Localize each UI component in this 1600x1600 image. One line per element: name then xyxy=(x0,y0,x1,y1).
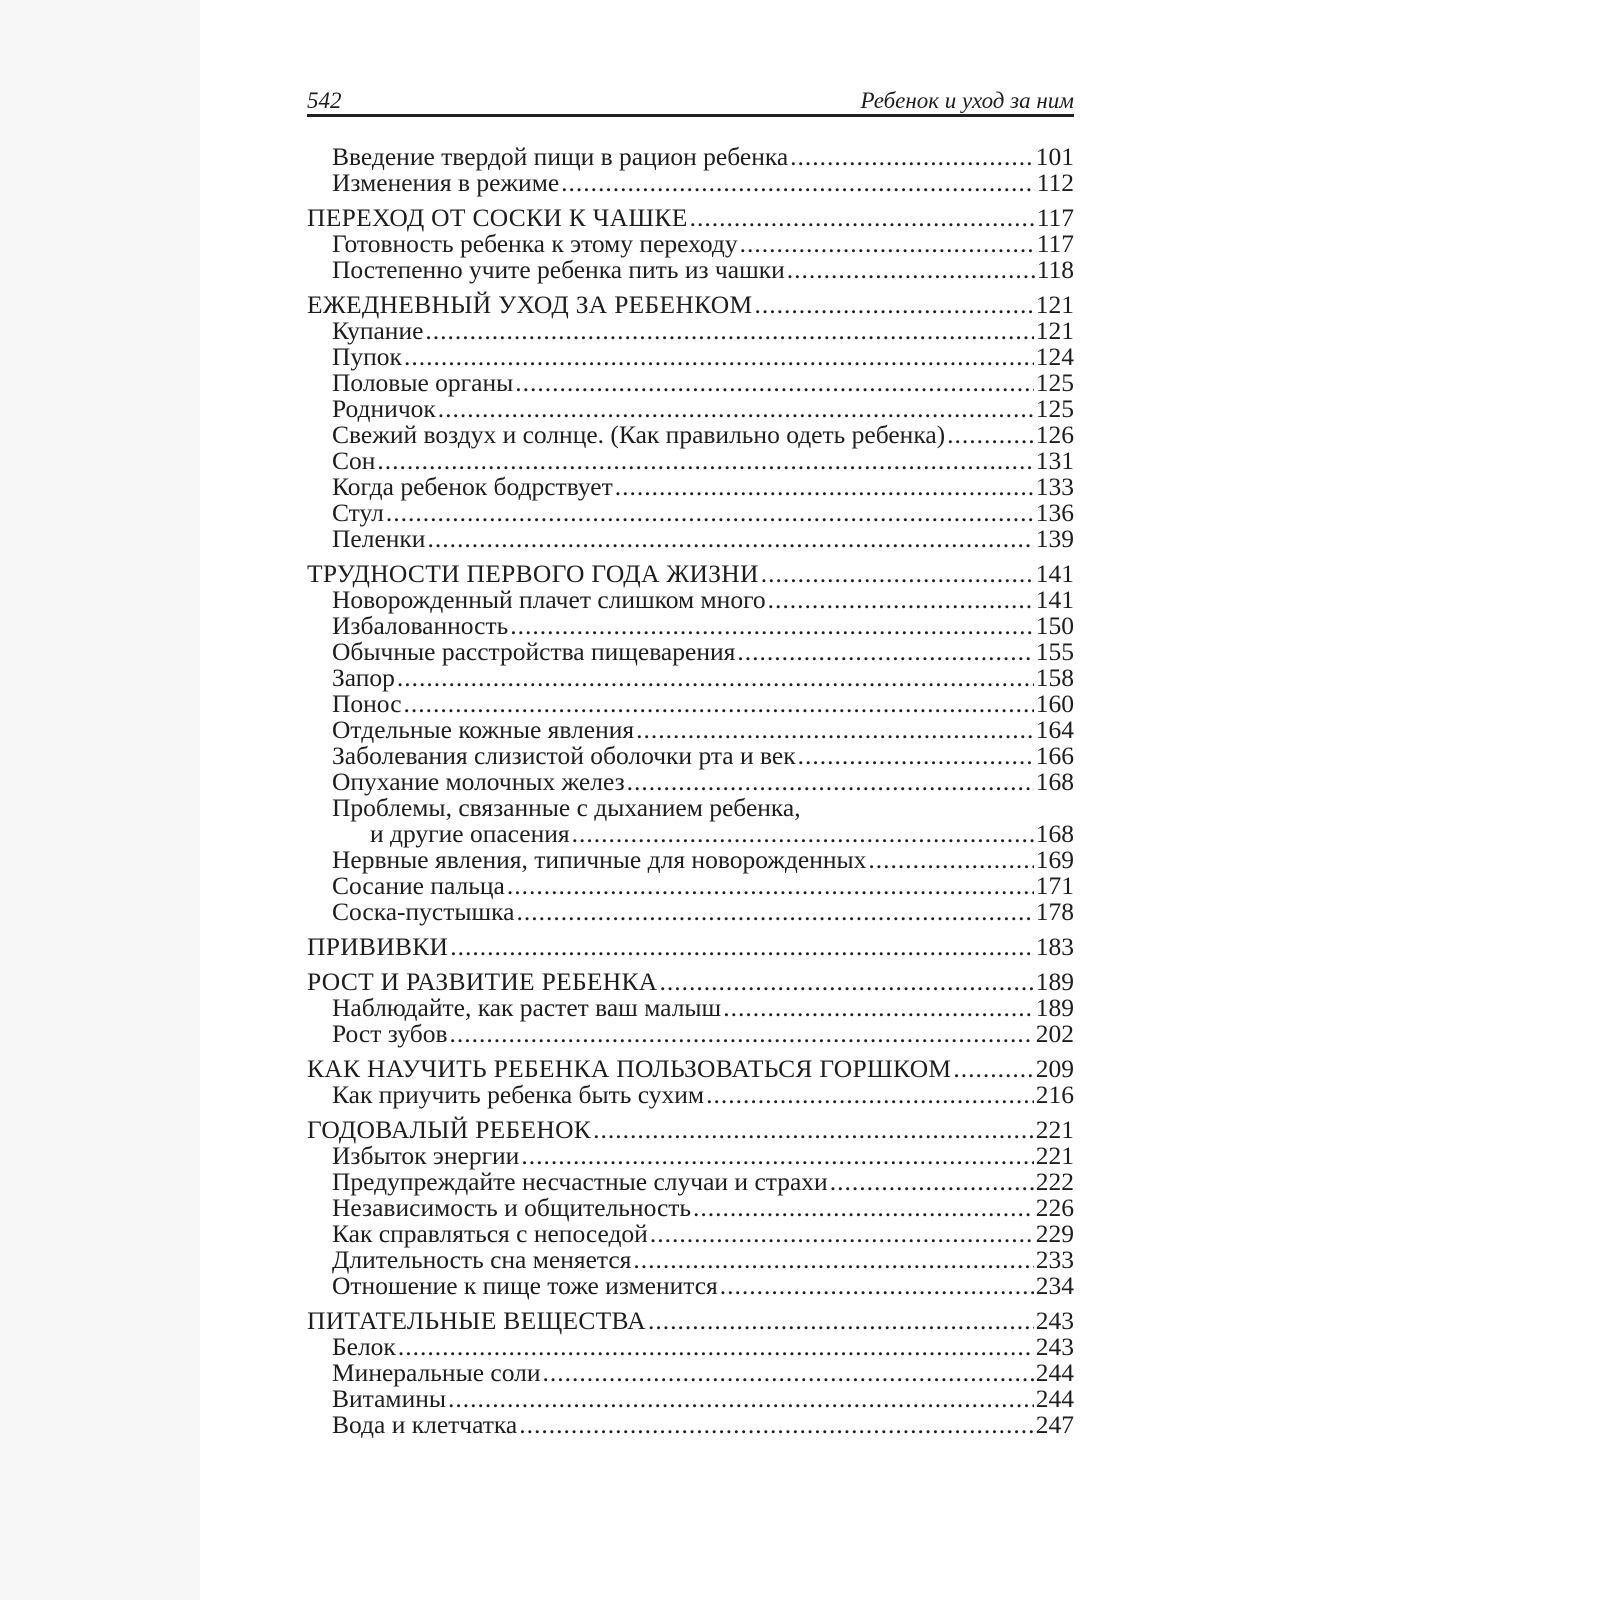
running-header xyxy=(307,86,1074,117)
dot-leader xyxy=(947,422,1034,448)
entry-title: ПИТАТЕЛЬНЫЕ ВЕЩЕСТВА xyxy=(307,1306,646,1335)
entry-title: Вода и клетчатка xyxy=(332,1410,518,1439)
page-number: 542 xyxy=(307,88,342,113)
dot-leader xyxy=(830,1169,1034,1195)
toc-section-heading[interactable] xyxy=(307,969,1074,995)
entry-title: Независимость и общительность xyxy=(332,1193,692,1222)
dot-leader xyxy=(868,847,1033,873)
entry-page: 117 xyxy=(1036,229,1074,258)
dot-leader xyxy=(953,1056,1033,1082)
toc-section xyxy=(307,205,1074,283)
dot-leader xyxy=(404,691,1034,717)
toc-entry[interactable] xyxy=(307,257,1074,283)
toc-entry[interactable] xyxy=(307,500,1074,526)
entry-title: Когда ребенок бодрствует xyxy=(332,472,613,501)
dot-leader xyxy=(519,1412,1034,1438)
toc-section xyxy=(307,934,1074,960)
entry-title: ГОДОВАЛЫЙ РЕБЕНОК xyxy=(307,1115,592,1144)
entry-page: 216 xyxy=(1035,1080,1074,1109)
entry-title: ТРУДНОСТИ ПЕРВОГО ГОДА ЖИЗНИ xyxy=(307,559,759,588)
running-title: Ребенок и уход за ним xyxy=(860,88,1074,113)
dot-leader xyxy=(386,500,1034,526)
entry-page: 158 xyxy=(1035,663,1074,692)
entry-page: 244 xyxy=(1035,1358,1074,1387)
entry-page: 133 xyxy=(1035,472,1074,501)
dot-leader xyxy=(450,1021,1034,1047)
entry-title: Сон xyxy=(332,446,376,475)
toc-entry[interactable] xyxy=(307,847,1074,873)
dot-leader xyxy=(648,1308,1034,1334)
dot-leader xyxy=(593,1117,1034,1143)
entry-page: 166 xyxy=(1035,741,1074,770)
entry-title: Отдельные кожные явления xyxy=(332,715,635,744)
entry-page: 168 xyxy=(1035,819,1074,848)
entry-title: КАК НАУЧИТЬ РЕБЕНКА ПОЛЬЗОВАТЬСЯ ГОРШКОМ xyxy=(307,1054,952,1083)
toc-entry[interactable] xyxy=(307,526,1074,552)
dot-leader xyxy=(740,231,1035,257)
entry-page: 243 xyxy=(1035,1306,1074,1335)
toc-section-heading[interactable] xyxy=(307,1056,1074,1082)
entry-page: 234 xyxy=(1035,1271,1074,1300)
toc-entry[interactable] xyxy=(307,587,1074,613)
entry-page: 178 xyxy=(1035,897,1074,926)
entry-page: 131 xyxy=(1035,446,1074,475)
entry-page: 112 xyxy=(1036,168,1074,197)
entry-title: Понос xyxy=(332,689,402,718)
dot-leader xyxy=(515,370,1034,396)
entry-page: 141 xyxy=(1035,585,1074,614)
toc-section-heading[interactable] xyxy=(307,561,1074,587)
toc-entry[interactable] xyxy=(307,1221,1074,1247)
entry-page: 247 xyxy=(1035,1410,1074,1439)
toc-entry[interactable] xyxy=(307,144,1074,170)
dot-leader xyxy=(450,934,1033,960)
entry-title: ПРИВИВКИ xyxy=(307,932,449,961)
dot-leader xyxy=(636,717,1034,743)
entry-title: Как приучить ребенка быть сухим xyxy=(332,1080,705,1109)
entry-title: Купание xyxy=(332,316,424,345)
entry-page: 169 xyxy=(1035,845,1074,874)
entry-page: 168 xyxy=(1035,767,1074,796)
entry-title: Витамины xyxy=(332,1384,446,1413)
dot-leader xyxy=(543,1360,1034,1386)
entry-title: Обычные расстройства пищеварения xyxy=(332,637,736,666)
entry-page: 125 xyxy=(1035,368,1074,397)
toc-entry[interactable] xyxy=(307,1169,1074,1195)
dot-leader xyxy=(690,205,1035,231)
toc-section xyxy=(307,561,1074,925)
entry-title: Белок xyxy=(332,1332,396,1361)
toc-entry[interactable] xyxy=(307,795,1074,821)
dot-leader xyxy=(510,613,1033,639)
dot-leader xyxy=(615,474,1034,500)
entry-title: Запор xyxy=(332,663,395,692)
dot-leader xyxy=(790,144,1034,170)
dot-leader xyxy=(507,873,1034,899)
toc-entry[interactable] xyxy=(307,474,1074,500)
dot-leader xyxy=(572,821,1034,847)
dot-leader xyxy=(737,639,1033,665)
toc-entry[interactable] xyxy=(307,1412,1074,1438)
toc-entry[interactable] xyxy=(307,873,1074,899)
toc-entry[interactable] xyxy=(307,995,1074,1021)
toc-entry[interactable] xyxy=(307,422,1074,448)
entry-page: 141 xyxy=(1035,559,1074,588)
entry-title: ПЕРЕХОД ОТ СОСКИ К ЧАШКЕ xyxy=(307,203,688,232)
entry-page: 229 xyxy=(1035,1219,1074,1248)
toc-entry[interactable] xyxy=(307,231,1074,257)
entry-title: РОСТ И РАЗВИТИЕ РЕБЕНКА xyxy=(307,967,658,996)
entry-page: 171 xyxy=(1035,871,1074,900)
entry-page: 243 xyxy=(1035,1332,1074,1361)
toc-section-heading[interactable] xyxy=(307,1308,1074,1334)
entry-title: Заболевания слизистой оболочки рта и век xyxy=(332,741,796,770)
entry-page: 121 xyxy=(1035,290,1074,319)
entry-page: 233 xyxy=(1035,1245,1074,1274)
dot-leader xyxy=(377,448,1033,474)
dot-leader xyxy=(720,1273,1034,1299)
table-of-contents xyxy=(307,144,1074,1438)
dot-leader xyxy=(404,344,1034,370)
entry-page: 221 xyxy=(1035,1115,1074,1144)
toc-entry[interactable] xyxy=(307,899,1074,925)
entry-title: Изменения в режиме xyxy=(332,168,560,197)
toc-section-heading[interactable] xyxy=(307,934,1074,960)
entry-title: Длительность сна меняется xyxy=(332,1245,632,1274)
entry-title: Новорожденный плачет слишком много xyxy=(332,585,766,614)
entry-title: Предупреждайте несчастные случаи и страхи xyxy=(332,1167,828,1196)
toc-entry[interactable] xyxy=(307,691,1074,717)
toc-entry[interactable] xyxy=(307,344,1074,370)
dot-leader xyxy=(761,561,1034,587)
toc-entry[interactable] xyxy=(307,170,1074,196)
dot-leader xyxy=(768,587,1034,613)
toc-entry[interactable] xyxy=(307,1360,1074,1386)
entry-title: Нервные явления, типичные для новорожденных xyxy=(332,845,867,874)
entry-page: 189 xyxy=(1035,993,1074,1022)
dot-leader xyxy=(754,292,1033,318)
entry-title: Отношение к пище тоже изменится xyxy=(332,1271,718,1300)
dot-leader xyxy=(516,899,1033,925)
dot-leader xyxy=(561,170,1035,196)
entry-page: 118 xyxy=(1036,255,1074,284)
dot-leader xyxy=(438,396,1034,422)
toc-section-heading[interactable] xyxy=(307,292,1074,318)
toc-entry[interactable] xyxy=(307,1334,1074,1360)
toc-entry[interactable] xyxy=(307,717,1074,743)
entry-title: Опухание молочных желез xyxy=(332,767,625,796)
toc-entry[interactable] xyxy=(307,1195,1074,1221)
entry-title: Свежий воздух и солнце. (Как правильно одеть ребенка) xyxy=(332,420,946,449)
dot-leader xyxy=(633,1247,1033,1273)
toc-entry[interactable] xyxy=(307,1273,1074,1299)
entry-page: 209 xyxy=(1035,1054,1074,1083)
entry-page: 101 xyxy=(1035,142,1074,171)
entry-page: 125 xyxy=(1035,394,1074,423)
toc-section xyxy=(307,1056,1074,1108)
entry-title: Пупок xyxy=(332,342,402,371)
dot-leader xyxy=(787,257,1035,283)
toc-entry[interactable] xyxy=(307,639,1074,665)
entry-page: 221 xyxy=(1035,1141,1074,1170)
entry-title: Родничок xyxy=(332,394,436,423)
entry-page: 155 xyxy=(1035,637,1074,666)
entry-page: 136 xyxy=(1035,498,1074,527)
dot-leader xyxy=(798,743,1034,769)
dot-leader xyxy=(427,526,1033,552)
entry-title: Избалованность xyxy=(332,611,509,640)
toc-entry[interactable] xyxy=(307,1386,1074,1412)
toc-entry[interactable] xyxy=(307,665,1074,691)
entry-page: 222 xyxy=(1035,1167,1074,1196)
entry-page: 189 xyxy=(1035,967,1074,996)
entry-page: 126 xyxy=(1035,420,1074,449)
toc-entry[interactable] xyxy=(307,370,1074,396)
toc-section xyxy=(307,292,1074,552)
toc-entry[interactable] xyxy=(307,318,1074,344)
entry-page: 202 xyxy=(1035,1019,1074,1048)
entry-title: Половые органы xyxy=(332,368,514,397)
toc-entry[interactable] xyxy=(307,1021,1074,1047)
toc-entry[interactable] xyxy=(307,1143,1074,1169)
toc-entry[interactable] xyxy=(307,396,1074,422)
entry-title: и другие опасения xyxy=(370,819,570,848)
dot-leader xyxy=(650,1221,1034,1247)
entry-title: Сосание пальца xyxy=(332,871,505,900)
entry-page: 244 xyxy=(1035,1384,1074,1413)
entry-title: Введение твердой пищи в рацион ребенка xyxy=(332,142,789,171)
toc-entry[interactable] xyxy=(307,448,1074,474)
toc-entry-continuation[interactable] xyxy=(307,821,1074,847)
entry-title: Рост зубов xyxy=(332,1019,448,1048)
entry-page: 160 xyxy=(1035,689,1074,718)
entry-title: Готовность ребенка к этому переходу xyxy=(332,229,738,258)
entry-page: 117 xyxy=(1036,203,1074,232)
entry-page: 124 xyxy=(1035,342,1074,371)
toc-section-heading[interactable] xyxy=(307,1117,1074,1143)
toc-entry[interactable] xyxy=(307,613,1074,639)
entry-title: Как справляться с непоседой xyxy=(332,1219,648,1248)
toc-section xyxy=(307,1117,1074,1299)
dot-leader xyxy=(693,1195,1034,1221)
entry-page: 139 xyxy=(1035,524,1074,553)
toc-section xyxy=(307,1308,1074,1438)
toc-section xyxy=(307,144,1074,196)
dot-leader xyxy=(723,995,1034,1021)
dot-leader xyxy=(706,1082,1034,1108)
entry-title: Стул xyxy=(332,498,384,527)
dot-leader xyxy=(397,665,1034,691)
entry-page: 183 xyxy=(1035,932,1074,961)
dot-leader xyxy=(627,769,1034,795)
entry-page: 121 xyxy=(1035,316,1074,345)
entry-title: Минеральные соли xyxy=(332,1358,541,1387)
toc-entry[interactable] xyxy=(307,1082,1074,1108)
entry-title: Избыток энергии xyxy=(332,1141,520,1170)
entry-page: 164 xyxy=(1035,715,1074,744)
dot-leader xyxy=(521,1143,1033,1169)
dot-leader xyxy=(448,1386,1034,1412)
entry-title: Наблюдайте, как растет ваш малыш xyxy=(332,993,722,1022)
entry-title: Соска-пустышка xyxy=(332,897,515,926)
entry-title: Постепенно учите ребенка пить из чашки xyxy=(332,255,785,284)
entry-title: Пеленки xyxy=(332,524,426,553)
dot-leader xyxy=(425,318,1033,344)
dot-leader xyxy=(398,1334,1034,1360)
entry-title: Проблемы, связанные с дыханием ребенка, xyxy=(332,793,801,822)
entry-page: 150 xyxy=(1035,611,1074,640)
toc-entry[interactable] xyxy=(307,1247,1074,1273)
toc-entry[interactable] xyxy=(307,769,1074,795)
toc-section xyxy=(307,969,1074,1047)
toc-section-heading[interactable] xyxy=(307,205,1074,231)
entry-title: ЕЖЕДНЕВНЫЙ УХОД ЗА РЕБЕНКОМ xyxy=(307,290,753,319)
dot-leader xyxy=(660,969,1034,995)
entry-page: 226 xyxy=(1035,1193,1074,1222)
toc-entry[interactable] xyxy=(307,743,1074,769)
